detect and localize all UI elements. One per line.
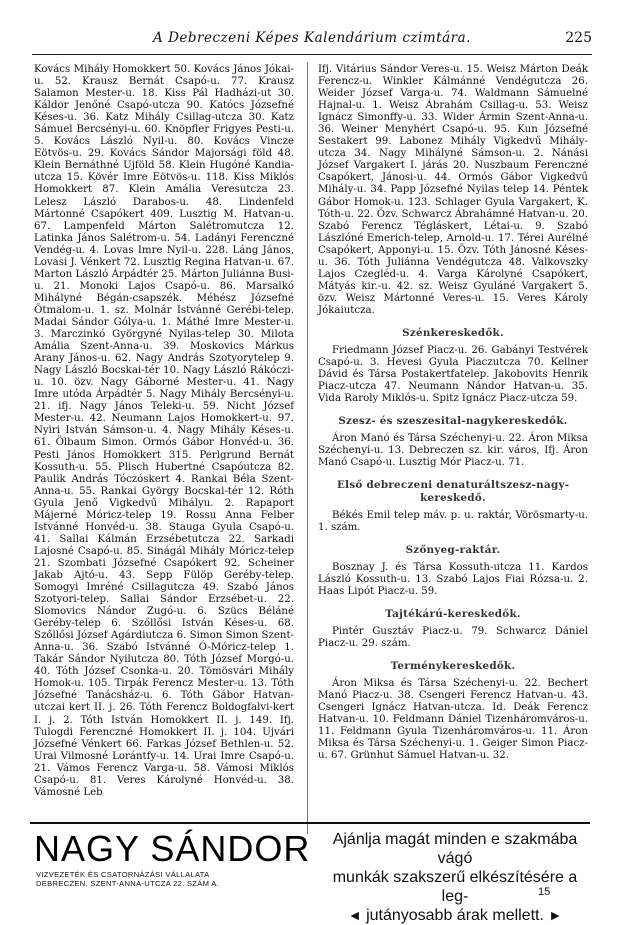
section-title-szen: Szénkereskedők.: [402, 326, 504, 339]
right-column-intro: Ifj. Vitárius Sándor Veres-u. 15. Weisz Márton Deák Ferencz-u. Winkler Kálmánné Vendégutcza 26. Weider József Varga-u. 74. Waldmann Sámuelné Hajnal-u. 1. Weisz Ábrahám Csillag-u. 53. Weisz Ignácz Simonffy-u. 33. Wider Ármin Szent-Anna-u. 36. Weiner Menyhért Csapó-u. 95. Kun Józsefné Sestakert 99. Labonez Mihály Vigkedvű Mihályutcza 34. Nagy Mihályné Sámson-u. 2. Nánási József Vargakert I. járás 20. Nuszbaum Ferenczné Csapókert, Jánosi-u. 44. Ormós Gábor Vigkedvű Mihály-u. 34. Papp Józsefné Nyilas telep 14. Péntek Gábor Homok-u. 123. Schlager Gyula Vargakert, K. Tóth-u. 22. Özv. Schwarcz Ábrahámné Hatvan-u. 20. Szabó Ferencz Tégláskert, Létai-u. 9. Szabó Lászlóné Emerich-telep, Arnold-u. 17. Térei Aurélné Csapókert, Apponyi-u. 15. Özv. Tóth Jánosné Késes-u. 36. Tóth Juliánna Vendégutcza 48. Valkovszky Lajos Czegléd-u. 4. Varga Károlyné Csapókert, Mátyás kir.-u. 42. sz. Weisz Gyuláné Vargakert 5. özv. Weisz Mártonné Veres-u. 15. Veres Károly Jókaiutcza.: [318, 64, 588, 316]
ad-slogan-line1: Ajánlja magát minden e szakmába vágó: [332, 831, 578, 867]
printer-signature: 15: [538, 886, 551, 898]
ad-slogan-line2: munkák szakszerű elkészítésére a leg-: [332, 869, 578, 905]
section-title-tajtek: Tajtékárú-kereskedők.: [385, 607, 521, 620]
section-text-tajtek: Pintér Gusztáv Piacz-u. 79. Schwarcz Dániel Piacz-u. 29. szám.: [318, 625, 588, 649]
section-title-szonyeg: Szőnyeg-raktár.: [405, 543, 501, 556]
section-text-denaturalt: Békés Emil telep máv. p. u. raktár, Vörösmarty-u. 1. szám.: [318, 509, 588, 533]
right-column: [318, 64, 588, 766]
left-column: [34, 64, 294, 799]
section-text-szonyeg: Bosznay J. és Társa Kossuth-utcza 11. Kardos László Kossuth-u. 13. Szabó Lajos Fiai Rózsa-u. 2. Haas Lipót Piacz-u. 59.: [318, 561, 588, 597]
ad-slogan-line3: jutányosabb árak mellett.: [366, 907, 544, 924]
ad-slogan-line3-row: [320, 906, 590, 925]
page-header: [32, 28, 592, 55]
section-title-denaturalt: Első debreczeni denaturáltszesz-nagykereskedő.: [336, 479, 570, 504]
column-divider: [307, 62, 308, 834]
arrow-right-icon: ►: [548, 907, 563, 923]
ad-subtitle-line1: VIZVEZETÉK ÉS CSATORNÁZÁSI VÁLLALATA: [36, 870, 210, 879]
section-text-szen: Friedmann József Piacz-u. 26. Gabányi Testvérek Csapó-u. 3. Hevesi Gyula Piaczutcza 70. Kellner Dávid és Társa Postakertfatelep. Jakobovits Henrik Piacz-utcza 47. Neumann Nándor Hatvan-u. 35. Vida Raroly Miklós-u. Spitz Ignácz Piacz-utcza 59.: [318, 345, 588, 405]
ad-company-name: NAGY SÁNDOR: [34, 828, 311, 869]
section-title-termeny: Terménykereskedők.: [390, 659, 516, 672]
left-column-text: Kovács Mihály Homokkert 50. Kovács János Jókai-u. 52. Krausz Bernát Csapó-u. 77. Krausz Salamon Mester-u. 18. Kiss Pál Hadházi-ut 30. Káldor Jenőné Csapó-utcza 90. Katócs Józsefné Késes-u. 36. Katz Mihály Csillag-utcza 30. Katz Sámuel Bercsényi-u. 60. Knöpfler Frigyes Pesti-u. 5. Kovács László Nyil-u. 80. Kovács Vincze Eötvös-u. 29. Kovács Sándor Majorsági föld 48. Klein Bernáthné Ujföld 58. Klein Hugóné Kandiautcza 15. Kövér Imre Eötvös-u. 118. Kiss Miklós Homokkert 87. Klein Amália Veresutcza 23. Lelesz László Darabos-u. 48. Lindenfeld Mártonné Csapókert 409. Lusztig M. Hatvan-u. 67. Lampenfeld Márton Salétromutcza 12. Latinka János Salétrom-u. 54. Ladányi Ferenczné Vendég-u. 4. Lovas Imre Nyil-u. 228. Láng János, Lovasi J. Vénkert 72. Lusztig Regina Hatvan-u. 67. Marton László Árpádtér 25. Márton Juliánna Busi-u. 21. Monoki Lajos Csapó-u. 86. Marsalkó Mihályné Bégán-csapszék. Méhész Józsefné Ötmalom-u. 1. sz. Molnár Istvánné Gerébi-telep. Madai Sándor Gólya-u. 1. Máthé Imre Mester-u. 3. Marczinkó Györgyné Nyilas-telep 30. Milota Amália Szent-Anna-u. 39. Moskovics Márkus Arany János-u. 62. Nagy András Szotyorytelep 9. Nagy László Bocskai-tér 10. Nagy László Rákóczi-u. 10. özv. Nagy Gáborné Mester-u. 41. Nagy Imre utóda Árpádtér 5. Nagy Mihály Bercsényi-u. 21. ifj. Nagy János Teleki-u. 59. Nicht József Mester-u. 42. Neumann Lajos Homokkert-u. 97. Nyiri István Sámson-u. 4. Nagy Mihály Késes-u. 61. Ölbaum Simon. Ormós Gábor Honvéd-u. 36. Pesti János Homokkert 315. Perlgrund Bernát Kossuth-u. 55. Plisch Hubertné Csapóutcza 82. Paulik András Tóczóskert 4. Rankai Béla Szent-Anna-u. 55. Rankai György Bocskai-tér 12. Róth Gyula Jenő Vigkedvű Mihályu. 2. Rapaport Májerné Móricz-telep 19. Rossu Anna Felber Istvánné Honvéd-u. 38. Stauga Gyula Csapó-u. 41. Sallai Kálmán Erzsébetutcza 22. Sarkadi Lajosné Csapó-u. 85. Sinágál Mihály Móricz-telep 21. Szombati Józsefné Csapókert 92. Scheiner Jakab Ajtó-u. 43. Sepp Fülöp Geréby-telep. Somogyi Imréné Csillagutcza 49. Szabó János Szotyori-telep. Sallai Sándor Erzsébet-u. 22. Slomovics Nándor Zugó-u. 6. Szücs Béláné Geréby-telep 6. Szőllősi István Késes-u. 68. Szőllősi József Agárdiutcza 6. Simon Simon Szent-Anna-u. 36. Szabó Istvánné Ó-Móricz-telep 1. Takár Sándor Nyilutcza 80. Tóth József Morgó-u. 40. Tóth József Csonka-u. 20. Tömösvári Mihály Homok-u. 105. Tirpák Ferencz Mester-u. 13. Tóth Józsefné Tanácsház-u. 6. Tóth Gábor Hatvan-utczai kert II. j. 26. Tóth Ferencz Boldogfalvi-kert I. j. 2. Tóth István Homokkert II. j. 149. Ifj. Tulogdi Ferenczné Homokkert II. j. 104. Ujvári Józsefné Vénkert 66. Farkas József Bethlen-u. 52. Urai Vilmosné Lorántfy-u. 14. Urai Imre Csapó-u. 21. Vámos Ferencz Varga-u. 58. Vámosi Miklós Csapó-u. 81. Veres Károlyné Honvéd-u. 38. Vámosné Leb: [34, 64, 294, 798]
section-text-termeny: Áron Miksa és Társa Széchenyi-u. 22. Bechert Manó Piacz-u. 38. Csengeri Ferencz Hatvan-u. 43. Csengeri Ignácz Hatvan-utcza. Id. Deák Ferencz Hatvan-u. 10. Feldmann Dániel Tizenháromváros-u. 11. Feldmann Gyula Tizenháromváros-u. 11. Áron Miksa és Társa Széchenyi-u. 1. Geiger Simon Piacz-u. 67. Grünhut Sámuel Hatvan-u. 32.: [318, 678, 588, 762]
ad-slogan: [320, 830, 590, 925]
section-text-szesz: Áron Manó és Társa Széchenyi-u. 22. Áron Miksa Széchenyi-u. 13. Debreczen sz. kir. város, Ifj. Áron Manó Csapó-u. Lusztig Mór Piacz-u. 71.: [318, 433, 588, 469]
page-number: 225: [565, 30, 592, 46]
ad-subtitle-line2: DEBRECZEN, SZENT-ANNA-UTCZA 22. SZÁM A.: [36, 879, 220, 888]
section-title-szesz: Szesz- és szeszesital-nagykereskedők.: [338, 415, 568, 428]
ad-subtitle: [36, 870, 306, 888]
arrow-left-icon: ◄: [347, 907, 362, 923]
header-title: A Debreczeni Képes Kalendárium czimtára.: [153, 30, 471, 46]
